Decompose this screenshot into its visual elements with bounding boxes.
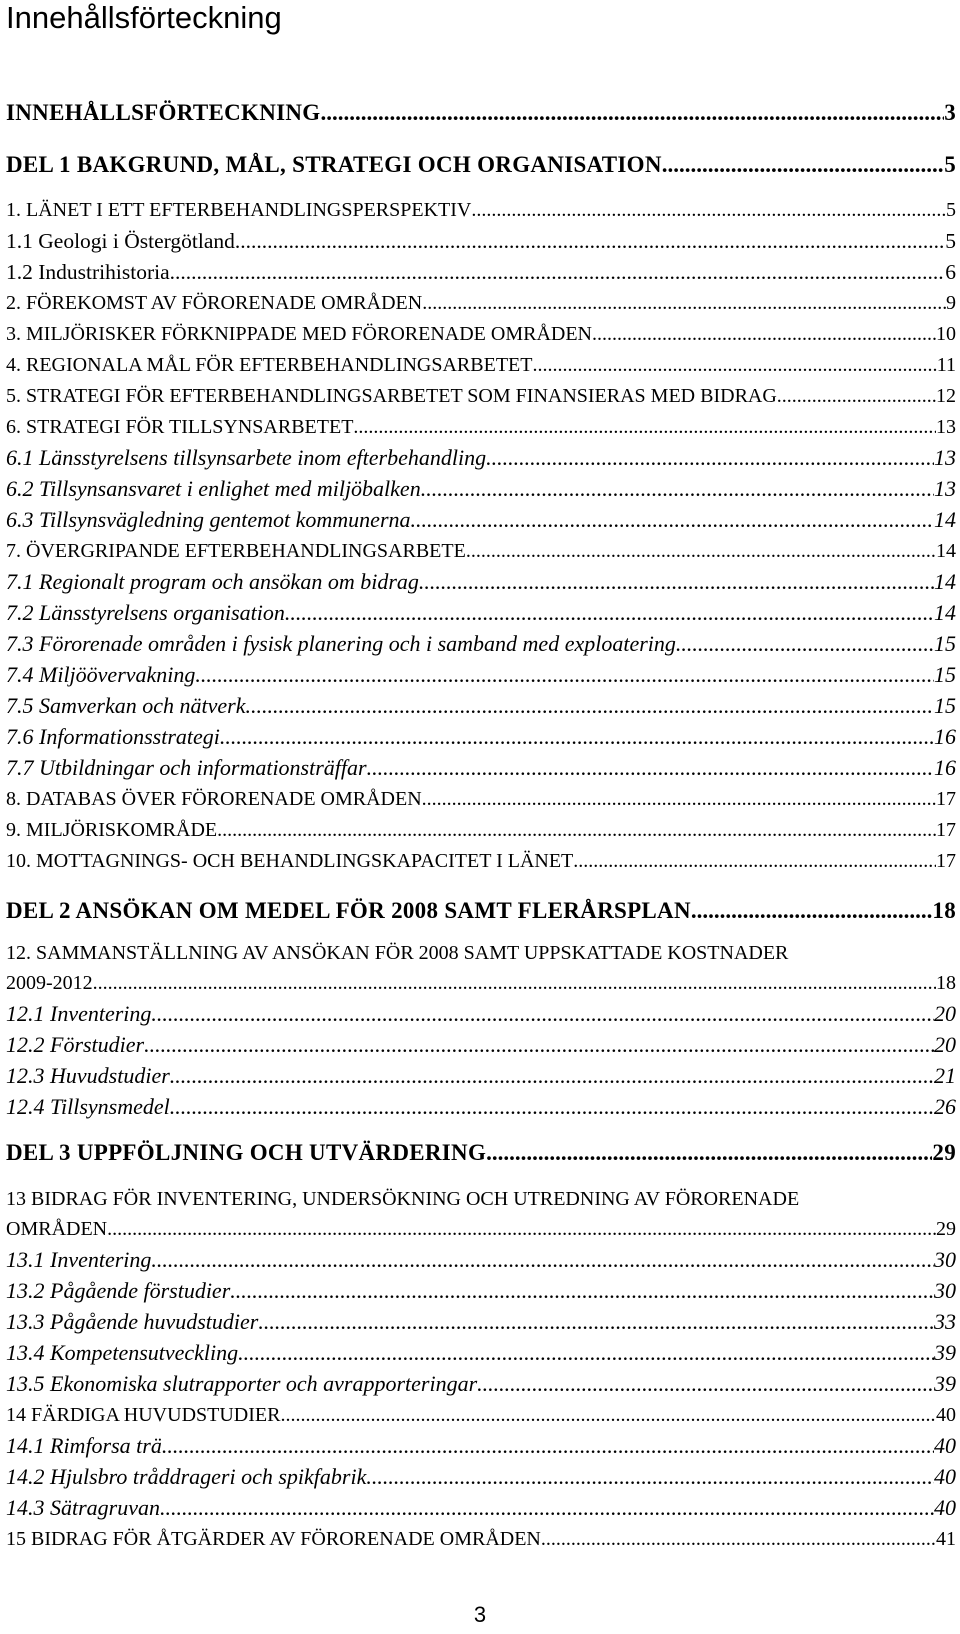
dot-leader: [353, 414, 936, 440]
toc-entry[interactable]: [6, 1309, 956, 1335]
toc-entry-label: 7.3 Förorenade områden i fysisk planering och i samband med exploatering: [6, 631, 676, 656]
toc-entry[interactable]: [6, 100, 956, 126]
toc-entry-page: 13: [936, 416, 956, 438]
dot-leader: [235, 228, 945, 254]
toc-entry[interactable]: [6, 538, 956, 564]
toc-entry-label: 12.2 Förstudier: [6, 1032, 145, 1057]
toc-entry-page: 3: [944, 100, 956, 125]
dot-leader: [532, 352, 936, 378]
dot-leader: [466, 538, 936, 564]
toc-entry[interactable]: [6, 1340, 956, 1366]
toc-entry-label: 13.1 Inventering: [6, 1247, 152, 1272]
toc-entry-label: 7.7 Utbildningar och informationsträffar: [6, 755, 367, 780]
toc-entry-page: 10: [936, 323, 956, 345]
toc-entry-label: 13.3 Pågående huvudstudier: [6, 1309, 259, 1334]
dot-leader: [170, 259, 946, 285]
toc-entry-label: OMRÅDEN: [6, 1218, 108, 1240]
dot-leader: [422, 786, 936, 812]
toc-entry[interactable]: [6, 1402, 956, 1428]
dot-leader: [144, 1032, 934, 1058]
dot-leader: [245, 693, 934, 719]
toc-entry-label: 15 BIDRAG FÖR ÅTGÄRDER AV FÖRORENADE OMRÅDEN: [6, 1528, 541, 1550]
toc-entry-page: 5: [945, 229, 956, 253]
toc-entry-label: 14.3 Sätragruvan: [6, 1495, 160, 1520]
toc-entry[interactable]: [6, 1278, 956, 1304]
dot-leader: [285, 600, 934, 626]
dot-leader: [93, 970, 936, 996]
toc-entry-page: 18: [932, 898, 956, 923]
toc-entry-label: 7.1 Regionalt program och ansökan om bidrag: [6, 569, 419, 594]
toc-entry-page: 26: [934, 1094, 956, 1119]
toc-entry-page: 5: [944, 152, 956, 177]
toc-entry[interactable]: [6, 1140, 956, 1166]
toc-entry-label: 7.4 Miljöövervakning: [6, 662, 196, 687]
toc-entry[interactable]: [6, 197, 956, 223]
dot-leader: [367, 755, 934, 781]
toc-entry-label: 13.5 Ekonomiska slutrapporter och avrapporteringar: [6, 1371, 478, 1396]
toc-entry-page: 20: [934, 1032, 956, 1057]
dot-leader: [220, 724, 934, 750]
toc-entry[interactable]: [6, 290, 956, 316]
dot-leader: [573, 848, 936, 874]
toc-entry-page: 6: [945, 260, 956, 284]
toc-entry-label: 14.2 Hjulsbro tråddrageri och spikfabrik: [6, 1464, 367, 1489]
toc-entry-label: 6.1 Länsstyrelsens tillsynsarbete inom efterbehandling: [6, 445, 487, 470]
toc-entry[interactable]: [6, 848, 956, 874]
toc-entry-page: 20: [934, 1001, 956, 1026]
toc-entry[interactable]: [6, 259, 956, 285]
toc-entry[interactable]: [6, 970, 956, 996]
toc-entry-page: 29: [932, 1140, 956, 1165]
page-number: 3: [473, 1602, 487, 1627]
toc-entry-label: 12.3 Huvudstudier: [6, 1063, 170, 1088]
dot-leader: [592, 321, 936, 347]
toc-entry-page: 11: [936, 354, 956, 376]
dot-leader: [107, 1216, 936, 1242]
toc-entry[interactable]: [6, 631, 956, 657]
toc-entry[interactable]: [6, 414, 956, 440]
dot-leader: [238, 1340, 934, 1366]
toc-entry-page: 41: [936, 1528, 956, 1550]
toc-entry-label: 1. LÄNET I ETT EFTERBEHANDLINGSPERSPEKTIV: [6, 199, 472, 221]
toc-entry-label: 2. FÖREKOMST AV FÖRORENADE OMRÅDEN: [6, 292, 423, 314]
toc-entry-page: 15: [934, 631, 956, 656]
dot-leader: [777, 383, 936, 409]
dot-leader: [662, 152, 944, 178]
dot-leader: [280, 1402, 936, 1428]
toc-entry-page: 12: [936, 385, 956, 407]
toc-entry-label: 13 BIDRAG FÖR INVENTERING, UNDERSÖKNING OCH UTREDNING AV FÖRORENADE: [6, 1188, 800, 1210]
toc-entry[interactable]: [6, 662, 956, 688]
toc-entry-page: 15: [934, 693, 956, 718]
toc-entry-page: 21: [934, 1063, 956, 1088]
toc-entry-label: 8. DATABAS ÖVER FÖRORENADE OMRÅDEN: [6, 788, 422, 810]
toc-entry-label: INNEHÅLLSFÖRTECKNING: [6, 100, 321, 125]
dot-leader: [411, 507, 934, 533]
dot-leader: [691, 898, 933, 924]
toc-entry-page: 39: [934, 1371, 956, 1396]
toc-entry[interactable]: [6, 228, 956, 254]
toc-entry[interactable]: [6, 898, 956, 924]
toc-entry-label: 4. REGIONALA MÅL FÖR EFTERBEHANDLINGSARBETET: [6, 354, 533, 376]
toc-entry-page: 40: [936, 1404, 956, 1426]
toc-entry[interactable]: [6, 1032, 956, 1058]
toc-entry[interactable]: [6, 1247, 956, 1273]
toc-entry[interactable]: [6, 724, 956, 750]
dot-leader: [151, 1001, 934, 1027]
toc-entry-label: 3. MILJÖRISKER FÖRKNIPPADE MED FÖRORENADE OMRÅDEN: [6, 323, 592, 345]
toc-entry[interactable]: [6, 1216, 956, 1242]
toc-entry-page: 14: [934, 600, 956, 625]
toc-entry-page: 39: [934, 1340, 956, 1365]
dot-leader: [162, 1433, 934, 1459]
toc-entry[interactable]: [6, 786, 956, 812]
toc-entry-label: 1.1 Geologi i Östergötland: [6, 229, 235, 253]
toc-entry[interactable]: [6, 693, 956, 719]
toc-entry[interactable]: [6, 1464, 956, 1490]
toc-entry-page: 17: [936, 788, 956, 810]
toc-entry-label: 7.6 Informationsstrategi: [6, 724, 220, 749]
toc-entry[interactable]: [6, 507, 956, 533]
toc-entry[interactable]: [6, 1495, 956, 1521]
toc-entry-label: 6.3 Tillsynsvägledning gentemot kommunerna: [6, 507, 411, 532]
toc-entry-label: 13.2 Pågående förstudier: [6, 1278, 231, 1303]
toc-entry-page: 17: [936, 819, 956, 841]
toc-entry[interactable]: [6, 600, 956, 626]
toc-entry-page: 30: [934, 1247, 956, 1272]
toc-entry-label: 10. MOTTAGNINGS- OCH BEHANDLINGSKAPACITET I LÄNET: [6, 850, 574, 872]
toc-entry[interactable]: [6, 321, 956, 347]
toc-entry-label: 14.1 Rimforsa trä: [6, 1433, 162, 1458]
toc-entry-page: 40: [934, 1464, 956, 1489]
dot-leader: [320, 100, 944, 126]
toc-entry[interactable]: [6, 569, 956, 595]
dot-leader: [471, 197, 946, 223]
dot-leader: [419, 569, 934, 595]
toc-entry-page: 40: [934, 1495, 956, 1520]
dot-leader: [217, 817, 936, 843]
toc-entry[interactable]: [6, 152, 956, 178]
dot-leader: [151, 1247, 934, 1273]
toc-entry-page: 30: [934, 1278, 956, 1303]
toc-entry[interactable]: [6, 445, 956, 471]
dot-leader: [541, 1526, 936, 1552]
toc-entry[interactable]: [6, 1433, 956, 1459]
dot-leader: [170, 1094, 934, 1120]
toc-entry-page: 16: [934, 724, 956, 749]
toc-entry-label: 14 FÄRDIGA HUVUDSTUDIER: [6, 1404, 281, 1426]
dot-leader: [230, 1278, 934, 1304]
toc-entry-page: 9: [946, 292, 956, 314]
toc-entry[interactable]: [6, 352, 956, 378]
toc-entry[interactable]: [6, 1526, 956, 1552]
toc-entry[interactable]: [6, 755, 956, 781]
dot-leader: [160, 1495, 934, 1521]
toc-entry[interactable]: [6, 817, 956, 843]
toc-entry-page: 29: [936, 1218, 956, 1240]
toc-entry-label: 6. STRATEGI FÖR TILLSYNSARBETET: [6, 416, 354, 438]
toc-entry-page: 14: [934, 569, 956, 594]
toc-entry-label: DEL 2 ANSÖKAN OM MEDEL FÖR 2008 SAMT FLERÅRSPLAN: [6, 898, 691, 923]
toc-entry-label: 7. ÖVERGRIPANDE EFTERBEHANDLINGSARBETE: [6, 540, 466, 562]
toc-entry[interactable]: [6, 1371, 956, 1397]
dot-leader: [366, 1464, 934, 1490]
toc-entry-page: 16: [934, 755, 956, 780]
toc-entry-label: 9. MILJÖRISKOMRÅDE: [6, 819, 218, 841]
toc-entry-page: 15: [934, 662, 956, 687]
dot-leader: [676, 631, 934, 657]
dot-leader: [421, 476, 934, 502]
toc-entry-label: 12.4 Tillsynsmedel: [6, 1094, 170, 1119]
toc-entry-page: 40: [934, 1433, 956, 1458]
toc-entry-label: 13.4 Kompetensutveckling: [6, 1340, 239, 1365]
toc-entry-page: 5: [946, 199, 956, 221]
toc-entry-label: 6.2 Tillsynsansvaret i enlighet med miljöbalken: [6, 476, 421, 501]
toc-entry-label: 7.5 Samverkan och nätverk: [6, 693, 246, 718]
toc-entry[interactable]: [6, 1063, 956, 1089]
toc-entry-label: 2009-2012: [6, 972, 93, 994]
toc-entry[interactable]: [6, 1094, 956, 1120]
toc-entry-page: 14: [934, 507, 956, 532]
toc-entry[interactable]: [6, 476, 956, 502]
toc-entry-label: 12. SAMMANSTÄLLNING AV ANSÖKAN FÖR 2008 SAMT UPPSKATTADE KOSTNADER: [6, 942, 789, 964]
toc-entry-label: DEL 1 BAKGRUND, MÅL, STRATEGI OCH ORGANISATION: [6, 152, 662, 177]
dot-leader: [477, 1371, 934, 1397]
toc-entry-page: 14: [936, 540, 956, 562]
toc-entry-page: 17: [936, 850, 956, 872]
toc-entry-label: 12.1 Inventering: [6, 1001, 152, 1026]
toc-entry-page: 33: [934, 1309, 956, 1334]
toc-entry-page: 13: [934, 476, 956, 501]
toc-entry-label: DEL 3 UPPFÖLJNING OCH UTVÄRDERING: [6, 1140, 487, 1165]
dot-leader: [486, 1140, 932, 1166]
dot-leader: [170, 1063, 934, 1089]
toc-entry[interactable]: [6, 383, 956, 409]
toc-entry-label: 7.2 Länsstyrelsens organisation: [6, 600, 285, 625]
toc-entry-label: 1.2 Industrihistoria: [6, 260, 170, 284]
dot-leader: [195, 662, 934, 688]
page-title: Innehållsförteckning: [6, 0, 282, 35]
dot-leader: [422, 290, 946, 316]
dot-leader: [486, 445, 934, 471]
dot-leader: [258, 1309, 934, 1335]
toc-entry-label: 5. STRATEGI FÖR EFTERBEHANDLINGSARBETET SOM FINANSIERAS MED BIDRAG: [6, 385, 777, 407]
toc-entry-page: 18: [936, 972, 956, 994]
toc-entry-page: 13: [934, 445, 956, 470]
toc-entry[interactable]: [6, 1001, 956, 1027]
